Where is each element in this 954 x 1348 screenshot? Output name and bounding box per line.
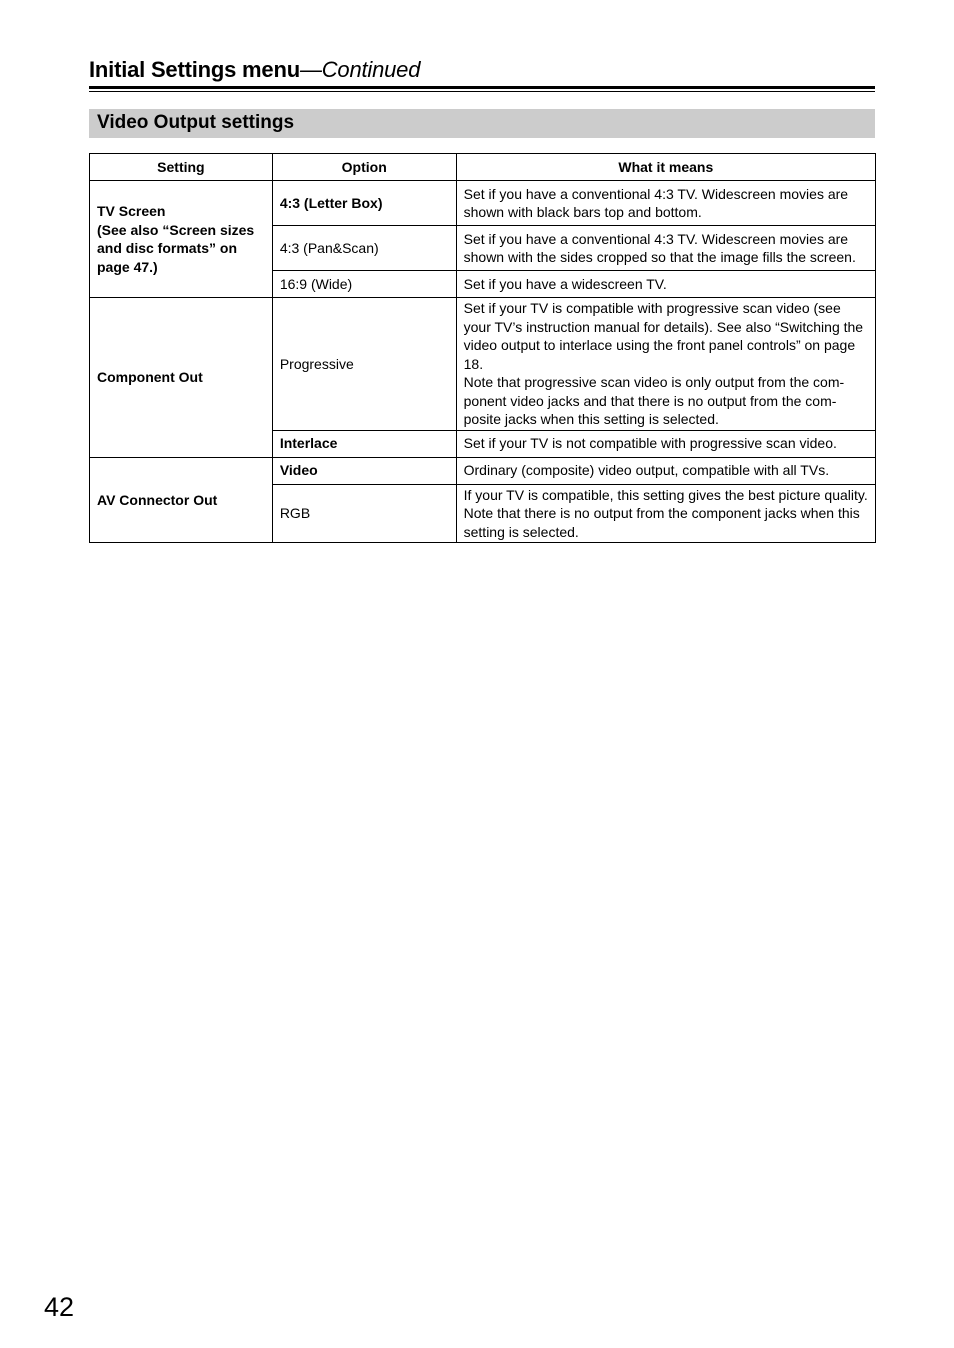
means-rgb [456,484,875,543]
means-progressive-line1: Set if your TV is compatible with progressive scan video (see your TV’s instruction manual for details). See also “Switching the video output to interlace using the front panel controls” on page 18. [463,300,864,372]
option-interlace: Interlace [272,430,456,457]
option-rgb: RGB [272,484,456,543]
setting-tv-screen-note: (See also “Screen sizes and disc formats” on page 47.) [97,221,255,275]
option-pan-scan: 4:3 (Pan&Scan) [272,226,456,271]
option-letter-box: 4:3 (Letter Box) [272,181,456,226]
column-header-option: Option [272,154,456,181]
section-title: Video Output settings [97,112,295,133]
table-row [90,181,876,226]
page-header [89,56,875,84]
section-heading-bar [89,109,875,138]
page-title-main: Initial Settings menu [89,57,300,82]
means-progressive [456,298,875,431]
means-pan-scan: Set if you have a conventional 4:3 TV. Widescreen movies are shown with the sides cropped so that the image fills the screen. [456,226,875,271]
column-header-setting: Setting [90,154,273,181]
page-title [89,56,875,84]
option-progressive: Progressive [272,298,456,431]
means-wide: Set if you have a widescreen TV. [456,271,875,298]
table-row [90,457,876,484]
table-row [90,298,876,431]
setting-tv-screen [90,181,273,298]
means-rgb-line2: Note that there is no output from the component jacks when this setting is selected. [463,505,860,540]
option-wide: 16:9 (Wide) [272,271,456,298]
setting-tv-screen-name: TV Screen [97,203,166,219]
setting-av-connector-out: AV Connector Out [90,457,273,543]
means-rgb-line1: If your TV is compatible, this setting gives the best picture quality. [463,486,868,503]
header-rule-thick [89,86,875,89]
option-video: Video [272,457,456,484]
means-letter-box: Set if you have a conventional 4:3 TV. Widescreen movies are shown with black bars top and bottom. [456,181,875,226]
table-header-row [90,154,876,181]
page-number: 42 [44,1292,75,1322]
means-video: Ordinary (composite) video output, compatible with all TVs. [456,457,875,484]
means-progressive-line2: Note that progressive scan video is only output from the component video jacks and that there is no output from the composite jacks when this setting is selected. [463,374,845,427]
video-output-settings-table [89,153,876,543]
header-rule-thin [89,91,875,92]
page-title-continued: —Continued [299,57,421,82]
setting-component-out: Component Out [90,298,273,458]
column-header-what-it-means: What it means [456,154,875,181]
means-interlace: Set if your TV is not compatible with progressive scan video. [456,430,875,457]
